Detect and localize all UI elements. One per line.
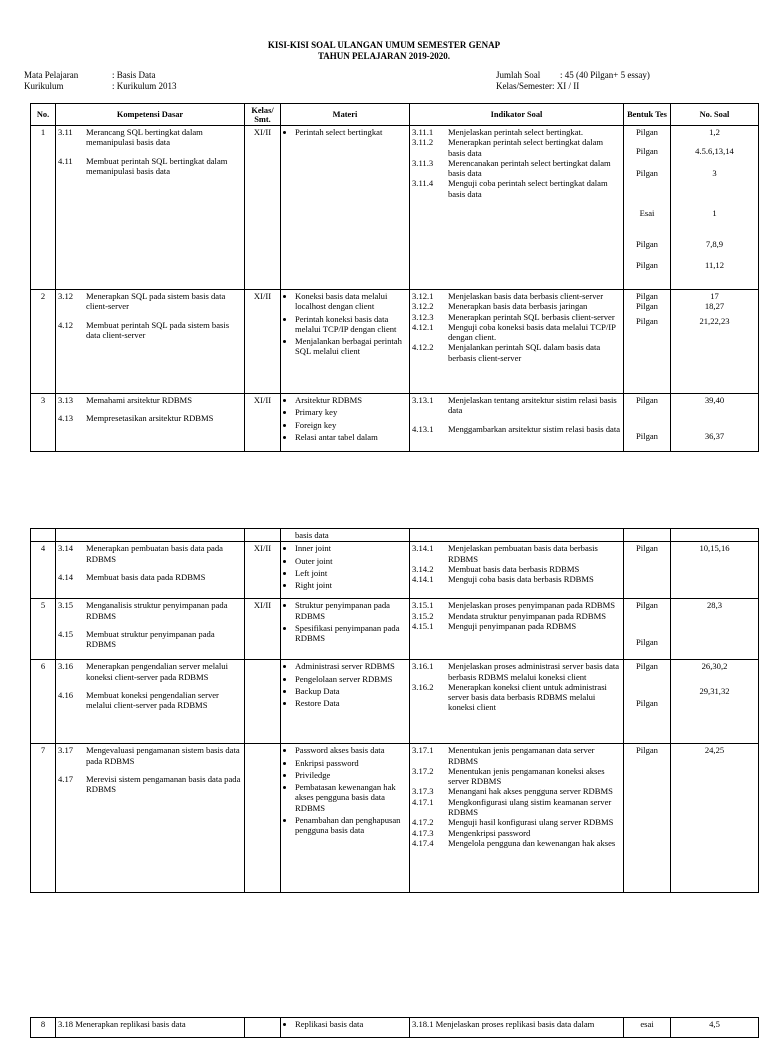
table-row	[31, 1018, 759, 1038]
kd-item: 4.11 Membuat perintah SQL bertingkat dalam memanipulasi basis data	[58, 155, 228, 176]
materi-item: • Pengelolaan server RDBMS	[295, 674, 407, 684]
indikator-item: 4.12.2 Menjalankan perintah SQL dalam basis data berbasis client-server	[412, 342, 601, 363]
materi-item: • Enkripsi password	[295, 758, 407, 768]
indikator-item: 3.17.2 Menentukan jenis pengamanan koneksi akses server RDBMS	[412, 765, 605, 787]
materi-item: • Penambahan dan penghapusan pengguna basis data	[295, 815, 407, 836]
indikator-item: 3.13.1 Menjelaskan tentang arsitektur sistim relasi basis data	[412, 395, 617, 416]
kompetensi-cell	[56, 599, 245, 660]
kd-item: 3.11 Merancang SQL bertingkat dalam memanipulasi basis data	[58, 127, 203, 148]
jumlah-label: Jumlah Soal	[496, 70, 541, 80]
indikator-item: 3.17.1 Menentukan jenis pengamanan data server RDBMS	[412, 745, 595, 766]
indikator-item: 3.12.1 Menjelaskan basis data berbasis client-server	[412, 291, 604, 301]
kelas-cell: XI/II	[245, 542, 281, 599]
kelas-cell: XI/II	[245, 599, 281, 660]
kompetensi-cell	[56, 394, 245, 452]
indikator-cell	[410, 599, 624, 660]
materi-item: • Outer joint	[295, 556, 407, 566]
row-number: 8	[31, 1018, 56, 1038]
indikator-item: 3.11.2 Menerapkan perintah select bertingkat dalam basis data	[412, 137, 604, 158]
materi-cell	[281, 542, 410, 599]
materi-item: • Perintah select bertingkat	[295, 127, 407, 137]
materi-item: • Foreign key	[295, 420, 407, 430]
indikator-item: 3.12.3 Menerapkan perintah SQL berbasis client-server	[412, 311, 615, 322]
bentuk-tes-cell: Pilgan Pilgan Pilgan	[624, 290, 671, 394]
kd-item: 3.15 Menganalisis struktur penyimpanan pada RDBMS	[58, 600, 228, 621]
kurikulum-value: : Kurikulum 2013	[112, 81, 177, 91]
indikator-cell	[410, 744, 624, 893]
table-row	[31, 599, 759, 660]
kelas-cell: XI/II	[245, 126, 281, 290]
kelas-semester-label: Kelas/Semester: XI / II	[496, 81, 580, 91]
kd-item: 3.17 Mengevaluasi pengamanan sistem basis data pada RDBMS	[58, 745, 240, 766]
document-subtitle: TAHUN PELAJARAN 2019-2020.	[317, 51, 451, 61]
bentuk-tes-cell: Pilgan Pilgan Pilgan Esai Pilgan Pilgan	[624, 126, 671, 290]
row-number: 4	[31, 542, 56, 599]
col-header-nosoal: No. Soal	[671, 104, 759, 126]
col-header-indikator: Indikator Soal	[410, 104, 624, 126]
materi-item: • Arsitektur RDBMS	[295, 395, 407, 405]
kd-item: 3.14 Menerapkan pembuatan basis data pada RDBMS	[58, 543, 223, 564]
table-row	[31, 126, 759, 290]
kd-item: 3.16 Menerapkan pengendalian server melalui koneksi client-server pada RDBMS	[58, 661, 228, 682]
kelas-cell	[245, 744, 281, 893]
col-header-bentuk: Bentuk Tes	[624, 104, 671, 126]
kisi-kisi-table-page2	[30, 528, 759, 893]
indikator-cell	[410, 290, 624, 394]
kd-item: 4.13 Mempresetasikan arsitektur RDBMS	[58, 413, 214, 424]
indikator-item: 4.17.2 Menguji hasil konfigurasi ulang server RDBMS	[412, 817, 614, 828]
document-title: KISI-KISI SOAL ULANGAN UMUM SEMESTER GENAP	[267, 40, 501, 50]
indikator-cell: 3.18.1 Menjelaskan proses replikasi basis data dalam	[410, 1018, 624, 1038]
indikator-item: 4.17.1 Mengkonfigurasi ulang sistim keamanan server RDBMS	[412, 796, 612, 818]
table-header-row	[31, 104, 759, 126]
kelas-cell: XI/II	[245, 394, 281, 452]
materi-item: • Restore Data	[295, 698, 407, 708]
materi-item: • Koneksi basis data melalui localhost dengan client	[295, 291, 407, 312]
kompetensi-cell	[56, 290, 245, 394]
kisi-kisi-table-page1	[30, 103, 759, 452]
materi-item: • Spesifikasi penyimpanan pada RDBMS	[295, 623, 407, 644]
bentuk-tes-cell: Pilgan Pilgan	[624, 599, 671, 660]
materi-item: • Primary key	[295, 407, 407, 417]
jumlah-value: : 45 (40 Pilgan+ 5 essay)	[560, 70, 650, 80]
materi-item: • Right joint	[295, 580, 407, 590]
row-number: 5	[31, 599, 56, 660]
bentuk-tes-cell: Pilgan	[624, 744, 671, 893]
materi-cell	[281, 599, 410, 660]
kompetensi-cell	[56, 660, 245, 744]
materi-item: • Inner joint	[295, 543, 407, 553]
indikator-item: 3.15.2 Mendata struktur penyimpanan pada RDBMS	[412, 610, 607, 621]
kd-item: 4.12 Membuat perintah SQL pada sistem basis data client-server	[58, 319, 230, 340]
indikator-item: 3.12.2 Menerapkan basis data berbasis jaringan	[412, 301, 588, 312]
indikator-item: 3.11.1 Menjelaskan perintah select bertingkat.	[412, 127, 584, 137]
indikator-cell	[410, 394, 624, 452]
table-row	[31, 529, 759, 542]
indikator-item: 3.11.4 Menguji coba perintah select bertingkat dalam basis data	[412, 178, 608, 199]
indikator-item: 3.15.1 Menjelaskan proses penyimpanan pada RDBMS	[412, 600, 616, 611]
nosoal-cell: 26,30,2 29,31,32	[671, 660, 759, 744]
kelas-cell: XI/II	[245, 290, 281, 394]
bentuk-tes-cell: Pilgan	[624, 542, 671, 599]
materi-item: • Backup Data	[295, 686, 407, 696]
kompetensi-cell	[56, 542, 245, 599]
indikator-item: 3.11.3 Merencanakan perintah select bertingkat dalam basis data	[412, 157, 611, 179]
mapel-label: Mata Pelajaran	[24, 70, 79, 80]
table-row	[31, 290, 759, 394]
materi-item: • Pembatasan kewenangan hak akses pengguna basis data RDBMS	[295, 782, 407, 813]
row-number: 7	[31, 744, 56, 893]
materi-cell	[281, 290, 410, 394]
materi-item: • Left joint	[295, 568, 407, 578]
nosoal-cell: 39,40 36,37	[671, 394, 759, 452]
indikator-item: 4.13.1 Menggambarkan arsitektur sistim relasi basis data	[412, 423, 621, 434]
nosoal-cell: 24,25	[671, 744, 759, 893]
materi-item: • Password akses basis data	[295, 745, 407, 755]
kompetensi-cell: 3.18 Menerapkan replikasi basis data	[56, 1018, 245, 1038]
row-number: 2	[31, 290, 56, 394]
kd-item: 4.14 Membuat basis data pada RDBMS	[58, 571, 206, 582]
indikator-item: 4.14.1 Menguji coba basis data berbasis RDBMS	[412, 574, 594, 585]
materi-cell	[281, 1018, 410, 1038]
kompetensi-cell	[56, 744, 245, 893]
indikator-item: 4.17.4 Mengelola pengguna dan kewenangan hak akses	[412, 837, 616, 848]
table-row	[31, 394, 759, 452]
indikator-cell	[410, 660, 624, 744]
kisi-kisi-table-page3	[30, 1017, 759, 1038]
indikator-cell	[410, 542, 624, 599]
table-row	[31, 744, 759, 893]
kurikulum-label: Kurikulum	[24, 81, 64, 91]
mapel-value: : Basis Data	[112, 70, 156, 80]
materi-cell	[281, 660, 410, 744]
nosoal-cell: 17 18,27 21,22,23	[671, 290, 759, 394]
materi-cell	[281, 394, 410, 452]
indikator-item: 3.17.3 Menangani hak akses pengguna server RDBMS	[412, 786, 613, 797]
table-row	[31, 660, 759, 744]
materi-continuation: basis data	[281, 529, 410, 542]
kd-item: 4.16 Membuat koneksi pengendalian server melalui client-server pada RDBMS	[58, 689, 219, 711]
nosoal-cell: 28,3	[671, 599, 759, 660]
bentuk-tes-cell: esai	[624, 1018, 671, 1038]
kelas-cell	[245, 660, 281, 744]
indikator-item: 4.15.1 Menguji penyimpanan pada RDBMS	[412, 620, 577, 631]
indikator-item: 3.14.2 Membuat basis data berbasis RDBMS	[412, 563, 580, 574]
materi-item: • Relasi antar tabel dalam	[295, 432, 407, 442]
kd-item: 3.13 Memahami arsitektur RDBMS	[58, 395, 192, 405]
nosoal-cell: 4,5	[671, 1018, 759, 1038]
indikator-item: 3.14.1 Menjelaskan pembuatan basis data berbasis RDBMS	[412, 543, 598, 564]
kompetensi-cell	[56, 126, 245, 290]
materi-item: • Replikasi basis data	[295, 1019, 407, 1029]
kelas-cell	[245, 1018, 281, 1038]
nosoal-cell: 10,15,16	[671, 542, 759, 599]
col-header-kelas: Kelas/ Smt.	[245, 104, 281, 126]
materi-item: • Struktur penyimpanan pada RDBMS	[295, 600, 407, 621]
col-header-kompetensi: Kompetensi Dasar	[56, 104, 245, 126]
indikator-item: 3.16.1 Menjelaskan proses administrasi server basis data berbasis RDBMS melalui koneksi client	[412, 661, 620, 682]
table-row	[31, 542, 759, 599]
materi-cell	[281, 126, 410, 290]
bentuk-tes-cell: Pilgan Pilgan	[624, 394, 671, 452]
col-header-materi: Materi	[281, 104, 410, 126]
row-number: 6	[31, 660, 56, 744]
indikator-cell	[410, 126, 624, 290]
bentuk-tes-cell: Pilgan Pilgan	[624, 660, 671, 744]
row-number: 1	[31, 126, 56, 290]
materi-item: • Administrasi server RDBMS	[295, 661, 407, 671]
indikator-item: 3.16.2 Menerapkan koneksi client untuk administrasi server basis data berbasis RDBMS melalui koneksi client	[412, 681, 607, 713]
row-number: 3	[31, 394, 56, 452]
materi-item: • Priviledge	[295, 770, 407, 780]
materi-cell	[281, 744, 410, 893]
materi-item: • Menjalankan berbagai perintah SQL melalui client	[295, 336, 407, 357]
kd-item: 4.15 Membuat struktur penyimpanan pada RDBMS	[58, 628, 215, 650]
col-header-no: No.	[31, 104, 56, 126]
nosoal-cell: 1,2 4.5.6,13,14 3 1 7,8,9 11,12	[671, 126, 759, 290]
kd-item: 4.17 Merevisi sistem pengamanan basis data pada RDBMS	[58, 773, 241, 795]
indikator-item: 4.17.3 Mengenkripsi password	[412, 827, 531, 838]
indikator-item: 4.12.1 Menguji coba koneksi basis data melalui TCP/IP dengan client.	[412, 321, 616, 343]
materi-item: • Perintah koneksi basis data melalui TCP/IP dengan client	[295, 314, 407, 335]
kd-item: 3.12 Menerapkan SQL pada sistem basis data client-server	[58, 291, 226, 312]
